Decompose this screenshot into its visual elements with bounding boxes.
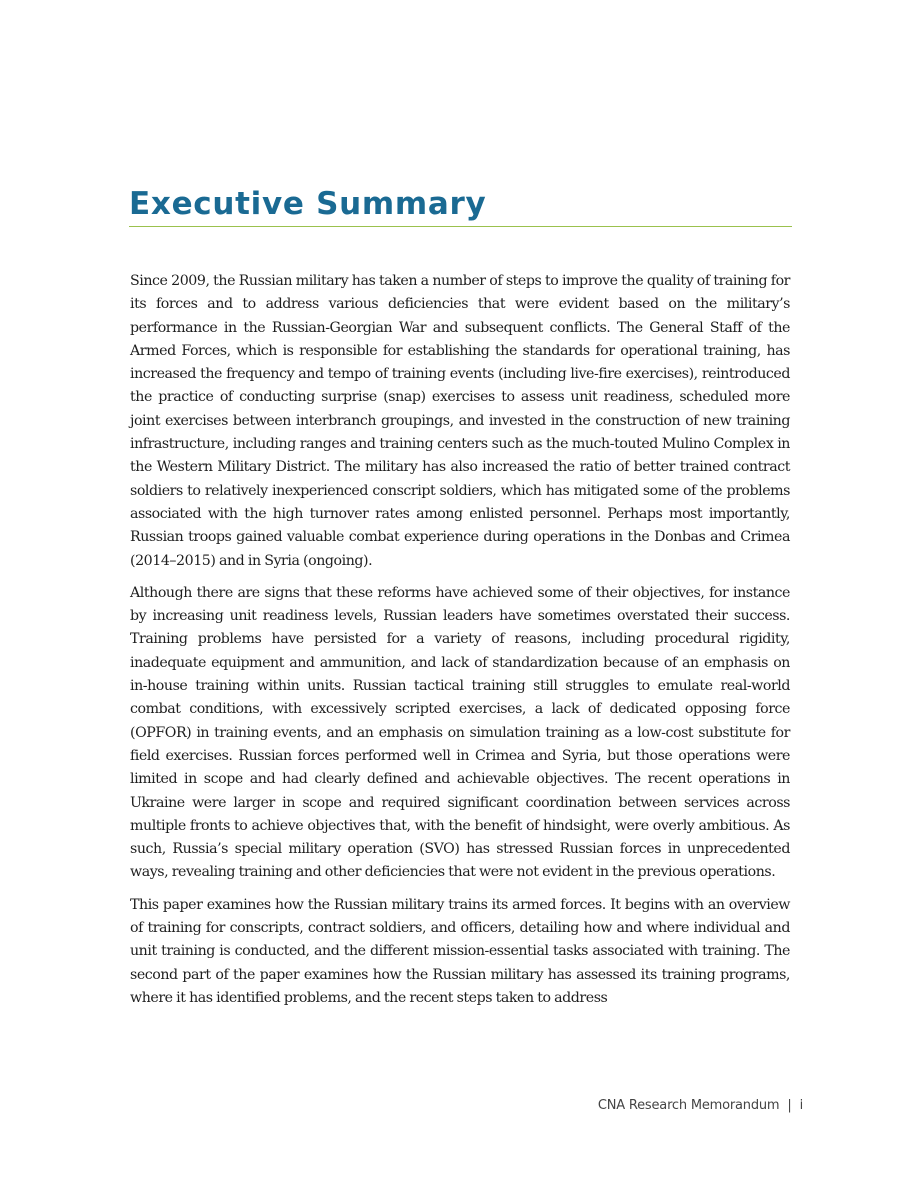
paragraph-2: Although there are signs that these reforms have achieved some of their objectives, for instance by increasing unit readiness levels, Russian leaders have sometimes overstated their success. Training problems have persisted for a variety of reasons, including procedural rigidity, inadequate equipment and ammunition, and lack of standardization because of an emphasis on in-house training within units. Russian tactical training still struggles to emulate real-world combat conditions, with excessively scripted exercises, a lack of dedicated opposing force (OPFOR) in training events, and an emphasis on simulation training as a low-cost substitute for field exercises. Russian forces performed well in Crimea and Syria, but those operations were limited in scope and had clearly defined and achievable objectives. The recent operations in Ukraine were larger in scope and required significant coordination between services across multiple fronts to achieve objectives that, with the benefit of hindsight, were overly ambitious. As such, Russia’s special military operation (SVO) has stressed Russian forces in unprecedented ways, revealing training and other deficiencies that were not evident in the previous operations. (130, 584, 790, 881)
footer-page-number: i (799, 1098, 803, 1113)
paragraph-1: Since 2009, the Russian military has taken a number of steps to improve the quality of training for its forces and to address various deficiencies that were evident based on the military’s performance in the Russian-Georgian War and subsequent conflicts. The General Staff of the Armed Forces, which is responsible for establishing the standards for operational training, has increased the frequency and tempo of training events (including live-fire exercises), reintroduced the practice of conducting surprise (snap) exercises to assess unit readiness, scheduled more joint exercises between interbranch groupings, and invested in the construction of new training infrastructure, including ranges and training centers such as the much-touted Mulino Complex in the Western Military District. The military has also increased the ratio of better trained contract soldiers to relatively inexperienced conscript soldiers, which has mitigated some of the problems associated with the high turnover rates among enlisted personnel. Perhaps most importantly, Russian troops gained valuable combat experience during operations in the Donbas and Crimea (2014–2015) and in Syria (ongoing). (130, 273, 790, 569)
footer-publication: CNA Research Memorandum (597, 1098, 780, 1113)
paragraph-3: This paper examines how the Russian military trains its armed forces. It begins with an overview of training for conscripts, contract soldiers, and officers, detailing how and where individual and unit training is conducted, and the different mission-essential tasks associated with training. The second part of the paper examines how the Russian military has assessed its training programs, where it has identified problems, and the recent steps taken to address (130, 896, 790, 1006)
footer-separator: | (787, 1098, 792, 1113)
page-title: Executive Summary (129, 186, 487, 222)
page-footer (598, 1098, 803, 1113)
body-text (130, 270, 790, 1019)
title-underline (129, 226, 792, 227)
